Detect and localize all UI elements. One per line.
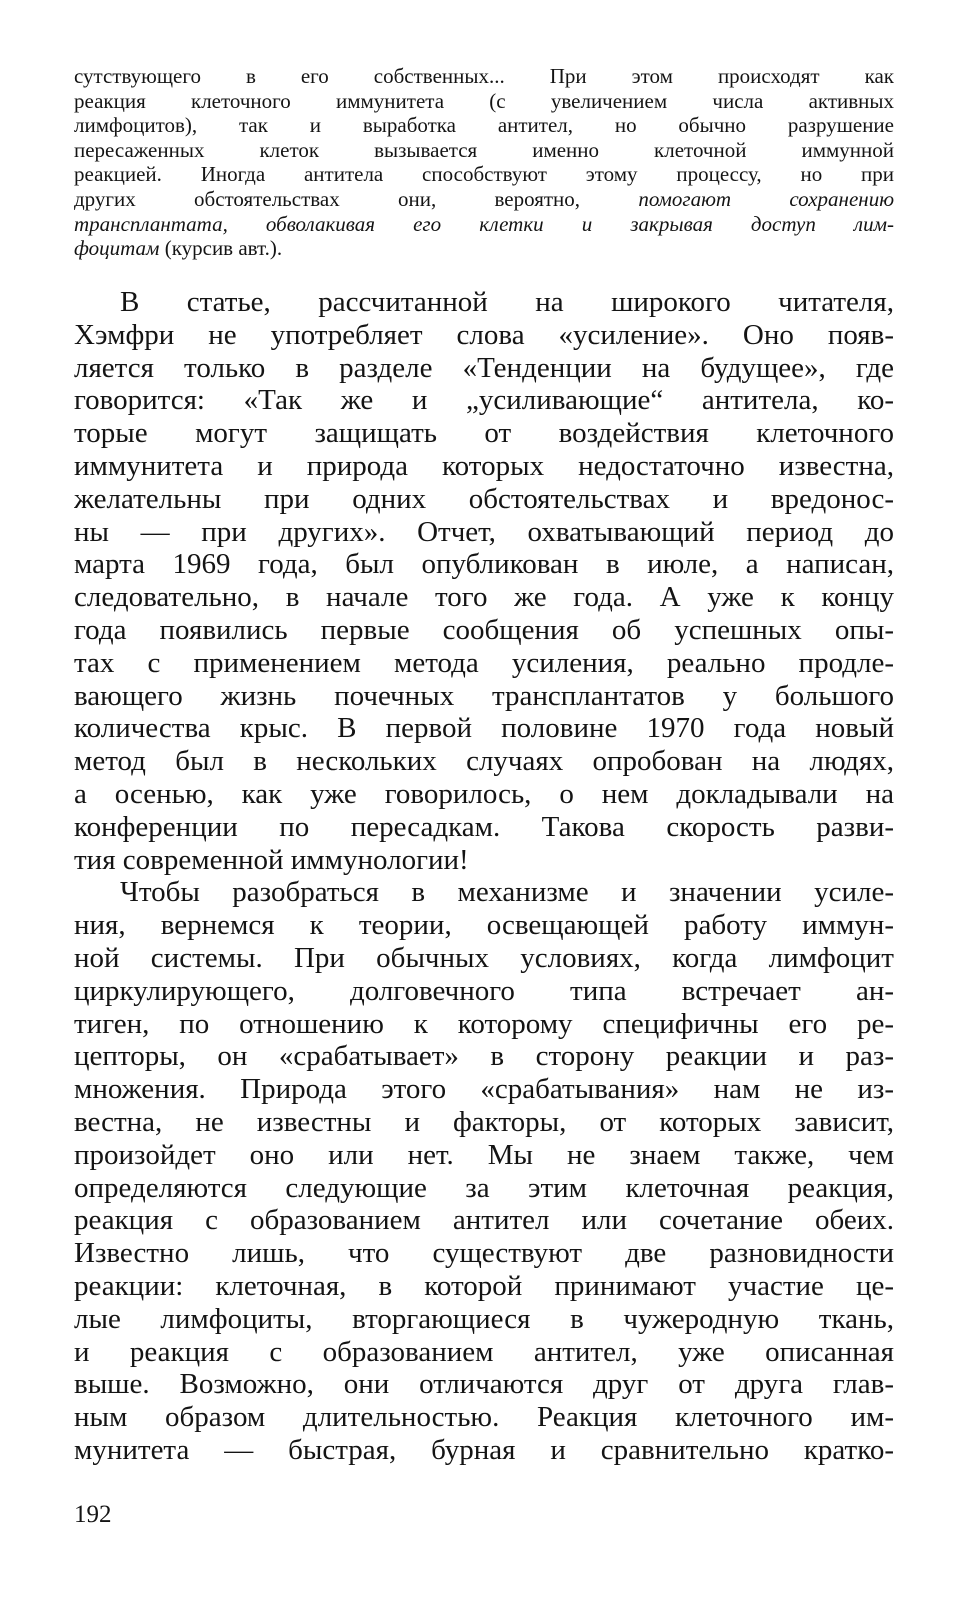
- text-line: ния, вернемся к теории, освещающей работу иммун-: [74, 909, 894, 942]
- quoted-passage: [74, 64, 894, 261]
- quote-line-plain: (курсив авт.).: [159, 236, 283, 261]
- quote-line-italic: фоцитам: [74, 236, 160, 261]
- text-line: В статье, рассчитанной на широкого читателя,: [120, 286, 894, 318]
- text-line: определяются следующие за этим клеточная реакция,: [74, 1171, 894, 1204]
- quote-line: пересаженных клеток вызывается именно клеточной иммунной: [74, 137, 894, 162]
- quote-line: [74, 187, 894, 212]
- text-line: мунитета — быстрая, бурная и сравнительно кратко-: [74, 1433, 894, 1466]
- text-line: следовательно, в начале того же года. А уже к концу: [74, 581, 894, 614]
- text-line: ляется только в разделе «Тенденции на будущее», где: [74, 351, 894, 384]
- quote-line: реакцией. Иногда антитела способствуют этому процессу, но при: [74, 162, 894, 187]
- text-line: Хэмфри не употребляет слова «усиление». Оно появ-: [74, 318, 894, 351]
- text-line: реакция с образованием антител или сочетание обеих.: [74, 1204, 894, 1237]
- page-number: 192: [74, 1501, 112, 1528]
- text-line: цепторы, он «срабатывает» в сторону реакции и раз-: [74, 1040, 894, 1073]
- paragraph-2: [74, 876, 894, 1466]
- quote-line: сутствующего в его собственных... При этом происходят как: [74, 64, 894, 88]
- text-line: произойдет оно или нет. Мы не знаем также, чем: [74, 1138, 894, 1171]
- text-line: а осенью, как уже говорилось, о нем докладывали на: [74, 777, 894, 810]
- main-text: [74, 286, 894, 1467]
- quote-line-italic: трансплантата, обволакивая его клетки и закрывая доступ лим-: [74, 211, 894, 236]
- quote-line-italic: помогают сохранению: [638, 186, 894, 211]
- text-line: марта 1969 года, был опубликован в июле, а написан,: [74, 548, 894, 581]
- text-line: говорится: «Так же и „усиливающие“ антитела, ко-: [74, 384, 894, 417]
- quote-line: реакция клеточного иммунитета (с увеличением числа активных: [74, 88, 894, 113]
- text-line: лые лимфоциты, вторгающиеся в чужеродную ткань,: [74, 1302, 894, 1335]
- text-line: циркулирующего, долговечного типа встречает ан-: [74, 974, 894, 1007]
- text-line: метод был в нескольких случаях опробован на людях,: [74, 745, 894, 778]
- text-line: ны — при других». Отчет, охватывающий период до: [74, 515, 894, 548]
- text-line: ным образом длительностью. Реакция клеточного им-: [74, 1401, 894, 1434]
- text-line: торые могут защищать от воздействия клеточного: [74, 417, 894, 450]
- quote-line: лимфоцитов), так и выработка антител, но обычно разрушение: [74, 113, 894, 138]
- text-line: иммунитета и природа которых недостаточно известна,: [74, 449, 894, 482]
- text-line: тия современной иммунологии!: [74, 843, 469, 876]
- text-line: вестна, не известны и факторы, от которых зависит,: [74, 1105, 894, 1138]
- text-line: ной системы. При обычных условиях, когда лимфоцит: [74, 941, 894, 974]
- text-line: тиген, по отношению к которому специфичны его ре-: [74, 1007, 894, 1040]
- text-line: тах с применением метода усиления, реально продле-: [74, 646, 894, 679]
- text-line: выше. Возможно, они отличаются друг от друга глав-: [74, 1368, 894, 1401]
- quote-line: [74, 236, 894, 261]
- text-line: конференции по пересадкам. Такова скорость разви-: [74, 810, 894, 843]
- text-line: Чтобы разобраться в механизме и значении усиле-: [120, 876, 894, 909]
- text-line: реакции: клеточная, в которой принимают участие це-: [74, 1269, 894, 1302]
- text-line: желательны при одних обстоятельствах и вредонос-: [74, 482, 894, 515]
- text-line: количества крыс. В первой половине 1970 года новый: [74, 712, 894, 745]
- text-line: и реакция с образованием антител, уже описанная: [74, 1335, 894, 1368]
- text-line: года появились первые сообщения об успешных опы-: [74, 613, 894, 646]
- text-line: множения. Природа этого «срабатывания» нам не из-: [74, 1073, 894, 1106]
- paragraph-1: [74, 286, 894, 876]
- text-line: Известно лишь, что существуют две разновидности: [74, 1237, 894, 1270]
- text-line: вающего жизнь почечных трансплантатов у большого: [74, 679, 894, 712]
- quote-line-plain: других обстоятельствах они, вероятно,: [74, 186, 581, 211]
